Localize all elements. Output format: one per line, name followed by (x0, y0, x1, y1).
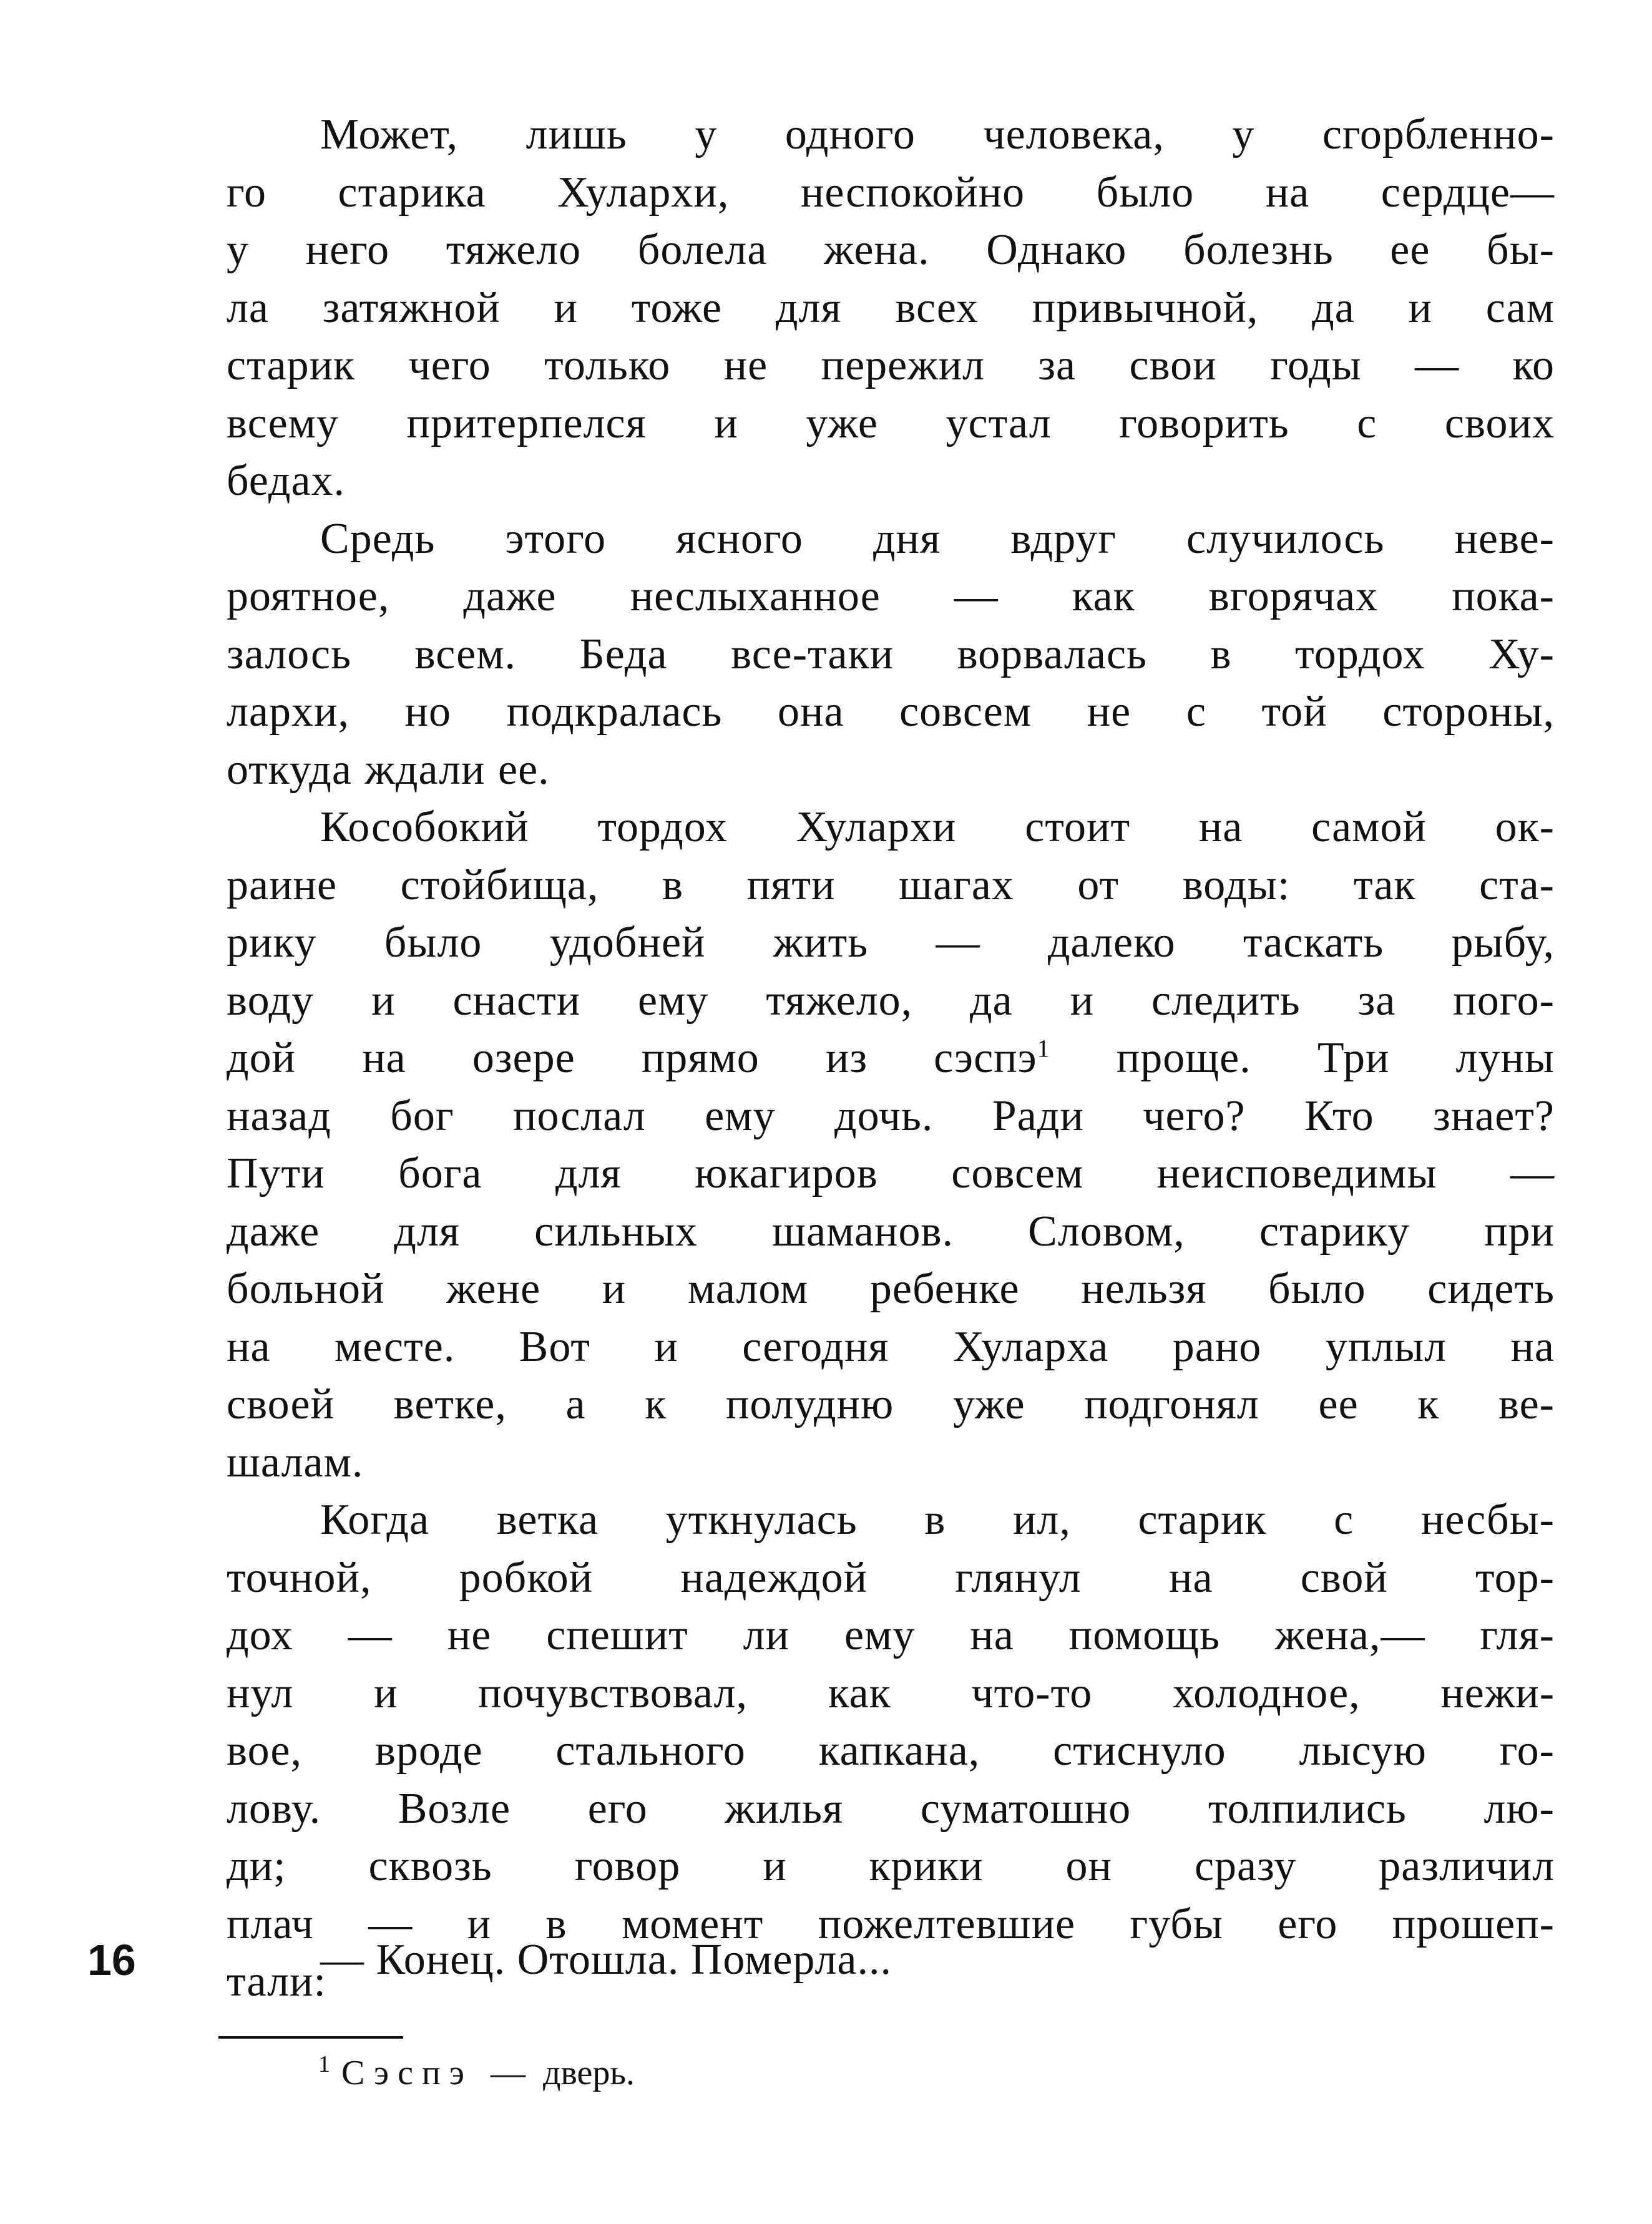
text-segment: проще. Три луны (1050, 1034, 1555, 1082)
text-line: залось всем. Беда все-таки ворвалась в тордох Ху- (227, 630, 1555, 678)
text-line: Когда ветка уткнулась в ил, старик с несбы- (320, 1496, 1555, 1544)
footnote (318, 2048, 635, 2098)
footnote-term: Сэспэ (341, 2054, 473, 2092)
text-line: плач — и в момент пожелтевшие губы его прошеп- (227, 1900, 1555, 1948)
dialogue-line: — Конец. Отошла. Померла... (320, 1936, 892, 1984)
footnote-separator (218, 2036, 403, 2039)
text-line: вое, вроде стального капкана, стиснуло лысую го- (227, 1727, 1555, 1775)
text-line: Может, лишь у одного человека, у сгорбленно- (320, 110, 1555, 159)
text-line: точной, робкой надеждой глянул на свой тор- (227, 1553, 1555, 1602)
footnote-definition: дверь. (542, 2054, 635, 2092)
text-line: на месте. Вот и сегодня Хуларха рано уплыл на (227, 1322, 1555, 1371)
paragraph-2 (227, 510, 1555, 799)
text-line: бедах. (227, 457, 346, 505)
text-line: лову. Возле его жилья суматошно толпились лю- (227, 1784, 1555, 1833)
footnote-dash: — (490, 2054, 525, 2092)
paragraph-1 (227, 106, 1555, 510)
text-line: своей ветке, а к полудню уже подгонял ее к ве- (227, 1380, 1555, 1428)
text-line: откуда ждали ее. (227, 745, 550, 794)
text-line: лархи, но подкралась она совсем не с той стороны, (227, 688, 1555, 736)
text-line: раине стойбища, в пяти шагах от воды: так ста- (227, 861, 1555, 909)
text-line: воду и снасти ему тяжело, да и следить за пого- (227, 976, 1555, 1025)
text-line: старик чего только не пережил за свои годы — ко (227, 341, 1555, 389)
text-line: шалам. (227, 1438, 364, 1486)
text-line: больной жене и малом ребенке нельзя было сидеть (227, 1265, 1555, 1313)
text-line: Пути бога для юкагиров совсем неисповедимы — (227, 1149, 1555, 1197)
text-line: го старика Хулархи, неспокойно было на сердце— (227, 168, 1555, 217)
page-number: 16 (87, 1936, 136, 1984)
paragraph-3 (227, 799, 1555, 1491)
footnote-marker: 1 (1037, 1034, 1050, 1063)
text-line-with-footnote (227, 1030, 1555, 1088)
text-segment: дой на озере прямо из сэспэ (227, 1034, 1037, 1082)
text-line: нул и почувствовал, как что-то холодное, нежи- (227, 1669, 1555, 1717)
text-line: роятное, даже неслыханное — как вгорячах пока- (227, 572, 1555, 620)
text-line: тали: (227, 1958, 326, 2006)
text-line: даже для сильных шаманов. Словом, старику при (227, 1207, 1555, 1256)
text-line: дох — не спешит ли ему на помощь жена,— гля- (227, 1611, 1555, 1659)
text-line: ди; сквозь говор и крики он сразу различил (227, 1842, 1555, 1890)
text-line: у него тяжело болела жена. Однако болезнь ее бы- (227, 226, 1555, 274)
text-line: назад бог послал ему дочь. Ради чего? Кто знает? (227, 1091, 1555, 1140)
text-line: рику было удобней жить — далеко таскать рыбу, (227, 919, 1555, 967)
text-line: всему притерпелся и уже устал говорить с своих (227, 399, 1555, 447)
text-line: Кособокий тордох Хулархи стоит на самой ок- (320, 803, 1555, 851)
text-line: Средь этого ясного дня вдруг случилось неве- (320, 514, 1555, 563)
footnote-number: 1 (318, 2051, 330, 2078)
text-line: ла затяжной и тоже для всех привычной, да и сам (227, 283, 1555, 332)
main-text (227, 106, 1555, 2011)
